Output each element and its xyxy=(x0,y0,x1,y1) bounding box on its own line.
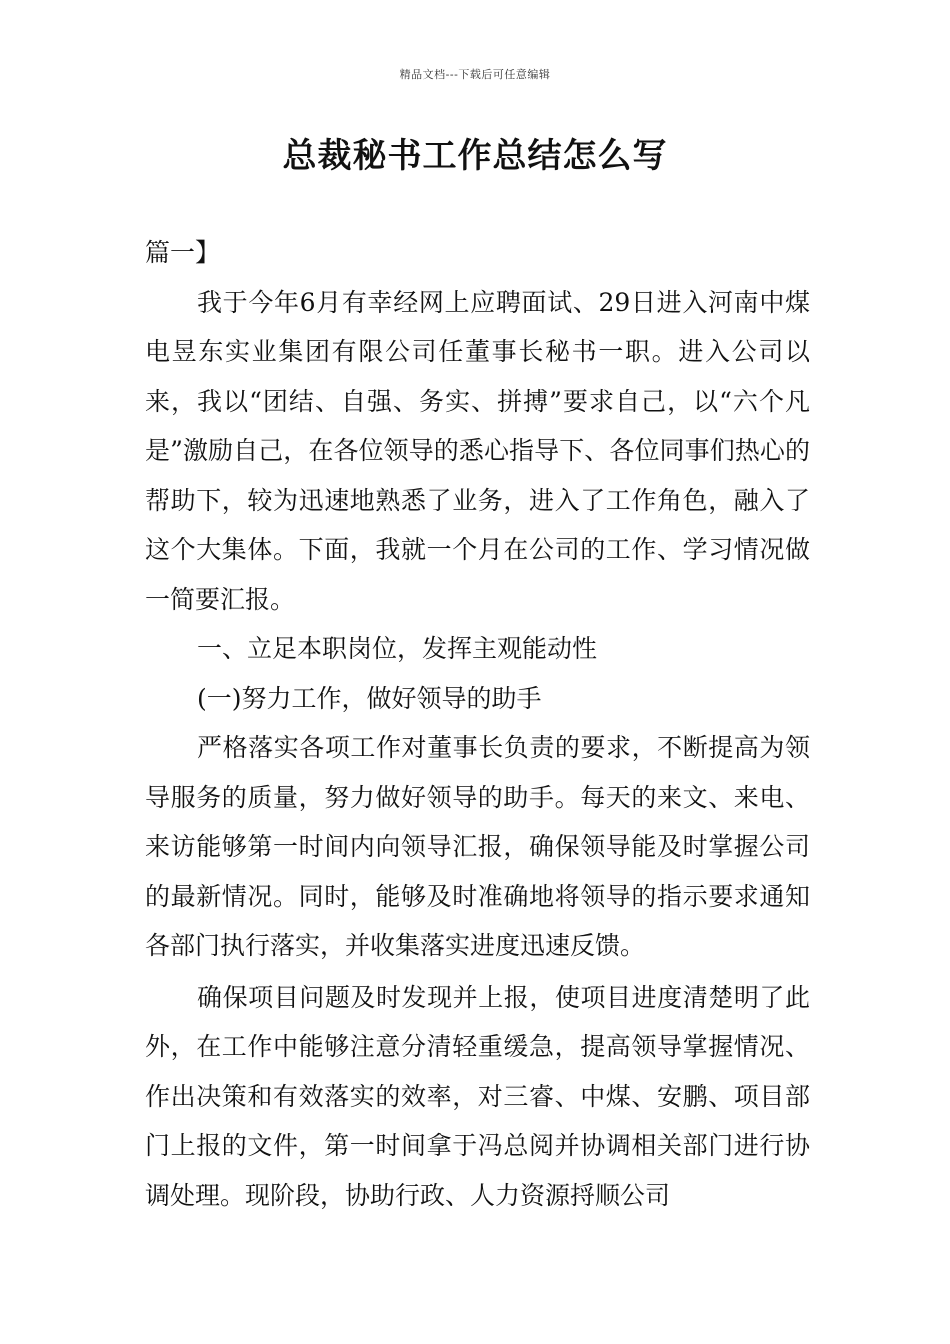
paragraph-project-reporting: 确保项目问题及时发现并上报，使项目进度清楚明了此外，在工作中能够注意分清轻重缓急，提高领导掌握情况、作出决策和有效落实的效率，对三睿、中煤、安鹏、项目部门上报的文件，第一时间拿于冯总阅并协调相关部门进行协调处理。现阶段，协助行政、人力资源捋顺公司 xyxy=(145,982,810,1210)
section-label: 篇一】 xyxy=(145,238,221,267)
document-body xyxy=(145,228,810,1220)
heading-level-1: 一、立足本职岗位，发挥主观能动性 xyxy=(197,634,598,663)
heading-level-2: (一)努力工作，做好领导的助手 xyxy=(197,683,542,713)
document-title: 总裁秘书工作总结怎么写 xyxy=(282,136,668,176)
header-note: 精品文档---下载后可任意编辑 xyxy=(399,68,551,81)
paragraph-intro: 我于今年6月有幸经网上应聘面试、29日进入河南中煤电昱东实业集团有限公司任董事长秘书一职。进入公司以来，我以“团结、自强、务实、拼搏”要求自己，以“六个凡是”激励自己，在各位领导的悉心指导下、各位同事们热心的帮助下，较为迅速地熟悉了业务，进入了工作角色，融入了这个大集体。下面，我就一个月在公司的工作、学习情况做一简要汇报。 xyxy=(145,287,810,614)
paragraph-assistant-duties: 严格落实各项工作对董事长负责的要求，不断提高为领导服务的质量，努力做好领导的助手。每天的来文、来电、来访能够第一时间内向领导汇报，确保领导能及时掌握公司的最新情况。同时，能够及时准确地将领导的指示要求通知各部门执行落实，并收集落实进度迅速反馈。 xyxy=(145,733,810,960)
